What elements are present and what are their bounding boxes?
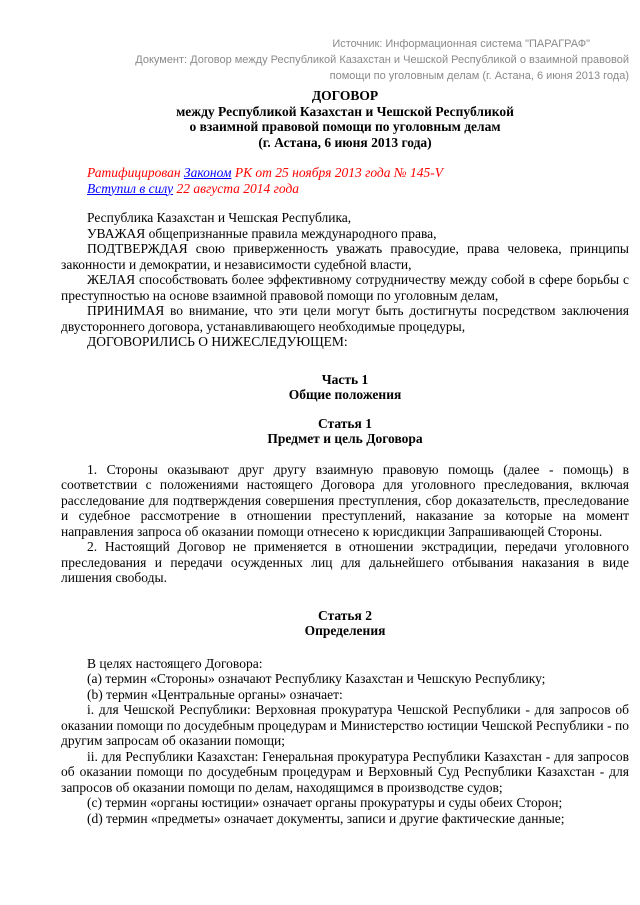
definition-item-b: (b) термин «Центральные органы» означает: xyxy=(87,686,343,702)
part-1-title: Часть 1 xyxy=(321,371,369,387)
definition-item-a: (a) термин «Стороны» означают Республику Казахстан и Чешскую Республику; xyxy=(87,671,546,686)
ratification-block xyxy=(61,165,629,196)
article-2-heading xyxy=(61,608,629,639)
article-2-subtitle: Определения xyxy=(304,623,386,638)
article-2-title: Статья 2 xyxy=(318,607,372,623)
entry-into-force-link[interactable]: Вступил в силу xyxy=(87,180,174,196)
preamble-wishing: ЖЕЛАЯ способствовать более эффективному сотрудничеству между собой в сфере борьбы с преступностью на основе взаимной правовой помощи по уголовным делам, xyxy=(61,272,629,303)
article-1-subtitle: Предмет и цель Договора xyxy=(267,431,423,446)
preamble-agreed: ДОГОВОРИЛИСЬ О НИЖЕСЛЕДУЮЩЕМ: xyxy=(87,334,348,349)
definition-item-b-ii: ii. для Республики Казахстан: Генеральная прокуратура Республики Казахстан - для запросов об оказании помощи по досудебным процедурам и Верховный Суд Республики Казахстан - для запросов об оказании помощи по делам, находящимся в производстве судов; xyxy=(61,748,629,795)
preamble-parties: Республика Казахстан и Чешская Республика, xyxy=(87,210,352,225)
title-line-2: между Республикой Казахстан и Чешской Республикой xyxy=(176,103,514,119)
entry-date-text: 22 августа 2014 года xyxy=(176,180,300,196)
document-title xyxy=(61,88,629,150)
part-1-subtitle: Общие положения xyxy=(288,387,402,402)
article-1-paragraph-2: 2. Настоящий Договор не применяется в отношении экстрадиции, передачи уголовного преследования и передачи осужденных лиц для дальнейшего отбывания наказания в виде лишения свободы. xyxy=(61,539,629,585)
article-1-title: Статья 1 xyxy=(318,415,372,431)
title-line-1: ДОГОВОР xyxy=(311,88,379,103)
article-2-body xyxy=(61,656,629,827)
entry-into-force-line xyxy=(61,181,629,197)
article-1-heading xyxy=(61,416,629,447)
definition-item-c: (c) термин «органы юстиции» означает органы прокуратуры и суды обеих Сторон; xyxy=(87,795,563,810)
definition-item-b-i: i. для Чешской Республики: Верховная прокуратура Чешской Республики - для запросов об оказании помощи по досудебным процедурам и Министерство юстиции Чешской Республики - по другим запросам об оказании помощи; xyxy=(61,702,629,748)
preamble-confirming: ПОДТВЕРЖДАЯ свою приверженность уважать правосудие, права человека, принципы законности и демократии, и независимости судебной власти, xyxy=(61,241,629,272)
article-2-intro: В целях настоящего Договора: xyxy=(87,655,263,671)
article-1-paragraph-1: 1. Стороны оказывают друг другу взаимную правовую помощь (далее - помощь) в соответствии с положениями настоящего Договора для уголовного преследования, включая расследование для подтверждения совершения преступления, сбор доказательств, преследование и судебное рассмотрение в отношении преступлений, наказание за которые на момент направления запроса об оказании помощи отнесено к юрисдикции Запрашивающей Стороны. xyxy=(61,461,629,539)
ratified-prefix-text: Ратифицирован xyxy=(87,165,181,180)
ratification-line xyxy=(61,165,629,181)
law-link[interactable]: Законом xyxy=(183,165,232,180)
source-line: Источник: Информационная система "ПАРАГРАФ" xyxy=(332,38,590,50)
article-1-body xyxy=(61,462,629,586)
part-1-heading xyxy=(61,372,629,403)
ratified-suffix-text: РК от 25 ноября 2013 года № 145-V xyxy=(234,165,443,180)
document-line: Документ: Договор между Республикой Казахстан и Чешской Республикой о взаимной правовой помощи по уголовным делам (г. Астана, 6 июня 2013 года) xyxy=(135,54,629,82)
title-line-4: (г. Астана, 6 июня 2013 года) xyxy=(258,134,432,150)
title-line-3: о взаимной правовой помощи по уголовным делам xyxy=(189,119,501,134)
definition-item-d: (d) термин «предметы» означает документы, записи и другие фактические данные; xyxy=(87,810,565,826)
preamble-taking-into-account: ПРИНИМАЯ во внимание, что эти цели могут быть достигнуты посредством заключения двустороннего договора, устанавливающего необходимые процедуры, xyxy=(61,303,629,334)
preamble xyxy=(61,210,629,350)
preamble-respecting: УВАЖАЯ общепризнанные правила международного права, xyxy=(87,225,437,241)
